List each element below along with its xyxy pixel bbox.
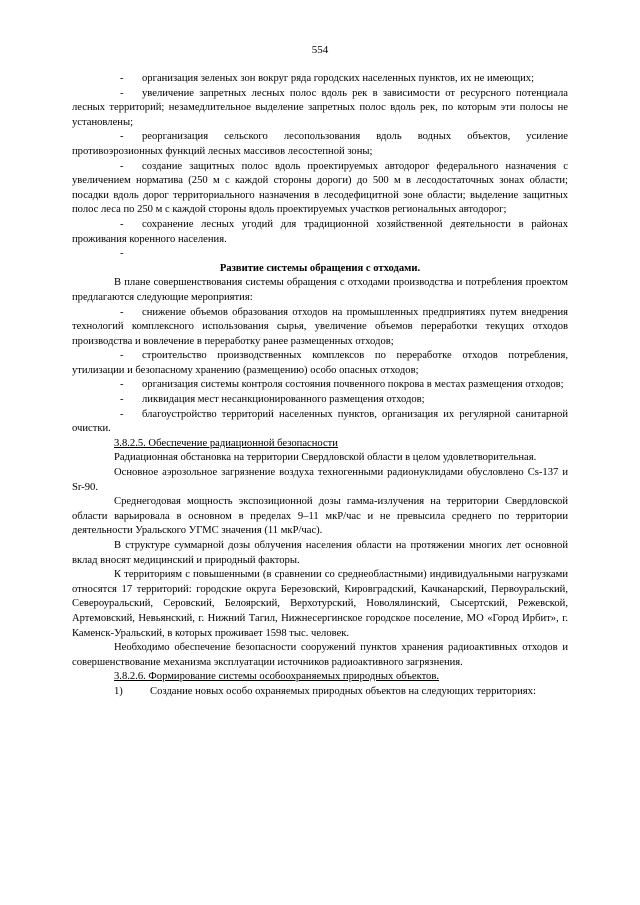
subsection-title: 3.8.2.5. Обеспечение радиационной безопасности xyxy=(114,437,338,449)
page-content xyxy=(72,72,568,700)
list-dash: - xyxy=(120,87,124,99)
list-dash: - xyxy=(120,379,124,391)
list-item: - увеличение запретных лесных полос вдоль рек в зависимости от ресурсного потенциала лесных территорий; незамедлительное выделение запретных полос вдоль рек, по которым эти полосы не установлены; xyxy=(72,87,568,128)
list-item: - строительство производственных комплексов по переработке отходов потребления, утилизации и безопасному хранению (размещению) особо опасных отходов; xyxy=(72,350,568,376)
paragraph: В структуре суммарной дозы облучения населения области на протяжении многих лет основной вклад вносят медицинский и природный факторы. xyxy=(72,540,568,566)
list-item: - снижение объемов образования отходов на промышленных предприятиях путем внедрения технологий комплексного использования сырья, увеличение объемов переработки текущих отходов производства и вовлечение в переработку ранее размещенных отходов; xyxy=(72,306,568,347)
list-item: - создание защитных полос вдоль проектируемых автодорог федерального назначения с увеличением норматива (250 м с каждой стороны дороги) до 500 м в лесодостаточных зонах области; посадки вдоль дорог территориального назначения в лесодефицитной зоне области; выделение защитных полос леса по 250 м с каждой стороны вдоль проектируемых участков региональных автодорог; xyxy=(72,160,568,216)
paragraph: Среднегодовая мощность экспозиционной дозы гамма-излучения на территории Свердловской области варьировала в основном в пределах 9–11 мкР/час и не превысила среднего по территории деятельности Уральского УГМС значения (11 мкР/час). xyxy=(72,496,568,537)
paragraph: Радиационная обстановка на территории Свердловской области в целом удовлетворительная. xyxy=(114,452,537,464)
list-dash: - xyxy=(120,306,124,318)
item-number: 1) xyxy=(114,685,123,697)
list-dash: - xyxy=(120,73,124,84)
list-dash: - xyxy=(120,131,124,143)
list-dash: - xyxy=(120,218,124,230)
numbered-item: 1) Создание новых особо охраняемых природных объектов на следующих территориях: xyxy=(72,685,568,700)
section-heading: Развитие системы обращения с отходами. xyxy=(219,262,421,274)
list-item: - реорганизация сельского лесопользования вдоль водных объектов, усиление противоэрозионных функций лесных массивов лесостепной зоны; xyxy=(72,131,568,157)
paragraph: Необходимо обеспечение безопасности сооружений пунктов хранения радиоактивных отходов и совершенствование механизма эксплуатации источников радиоактивного загрязнения. xyxy=(72,642,568,668)
empty-list-dash: - xyxy=(120,248,124,260)
list-item: - организация зеленых зон вокруг ряда городских населенных пунктов, их не имеющих; xyxy=(72,72,568,87)
list-dash: - xyxy=(120,160,124,172)
list-item: - организация системы контроля состояния почвенного покрова в местах размещения отходов; xyxy=(72,378,568,393)
list-item: - сохранение лесных угодий для традиционной хозяйственной деятельности в районах проживания коренного населения. xyxy=(72,218,568,245)
list-dash: - xyxy=(120,350,124,362)
list-item: - ликвидация мест несанкционированного размещения отходов; xyxy=(72,393,568,408)
page-number: 554 xyxy=(311,44,329,56)
subsection-title: 3.8.2.6. Формирование системы особоохраняемых природных объектов. xyxy=(114,671,440,683)
paragraph: В плане совершенствования системы обращения с отходами производства и потребления проектом предлагаются следующие мероприятия: xyxy=(72,277,568,303)
list-item: - благоустройство территорий населенных пунктов, организация их регулярной санитарной очистки. xyxy=(72,408,568,435)
list-dash: - xyxy=(120,394,124,406)
paragraph: Основное аэрозольное загрязнение воздуха техногенными радионуклидами обусловлено Cs-137 и Sr-90. xyxy=(72,467,568,493)
paragraph: К территориям с повышенными (в сравнении со среднеобластными) индивидуальными нагрузками относятся 17 территорий: городские округа Березовский, Кировградский, Качканарский, Первоуральский, Североуральский, Серовский, Белоярский, Верхотурский, Новолялинский, Сысертский, Режевской, Артемовский, Невьянский, г. Нижний Тагил, Нижнесергинское городское поселение, МО «Город Ирбит», г. Каменск-Уральский, в которых проживает 1598 тыс. человек. xyxy=(72,569,568,639)
list-dash: - xyxy=(120,408,124,420)
